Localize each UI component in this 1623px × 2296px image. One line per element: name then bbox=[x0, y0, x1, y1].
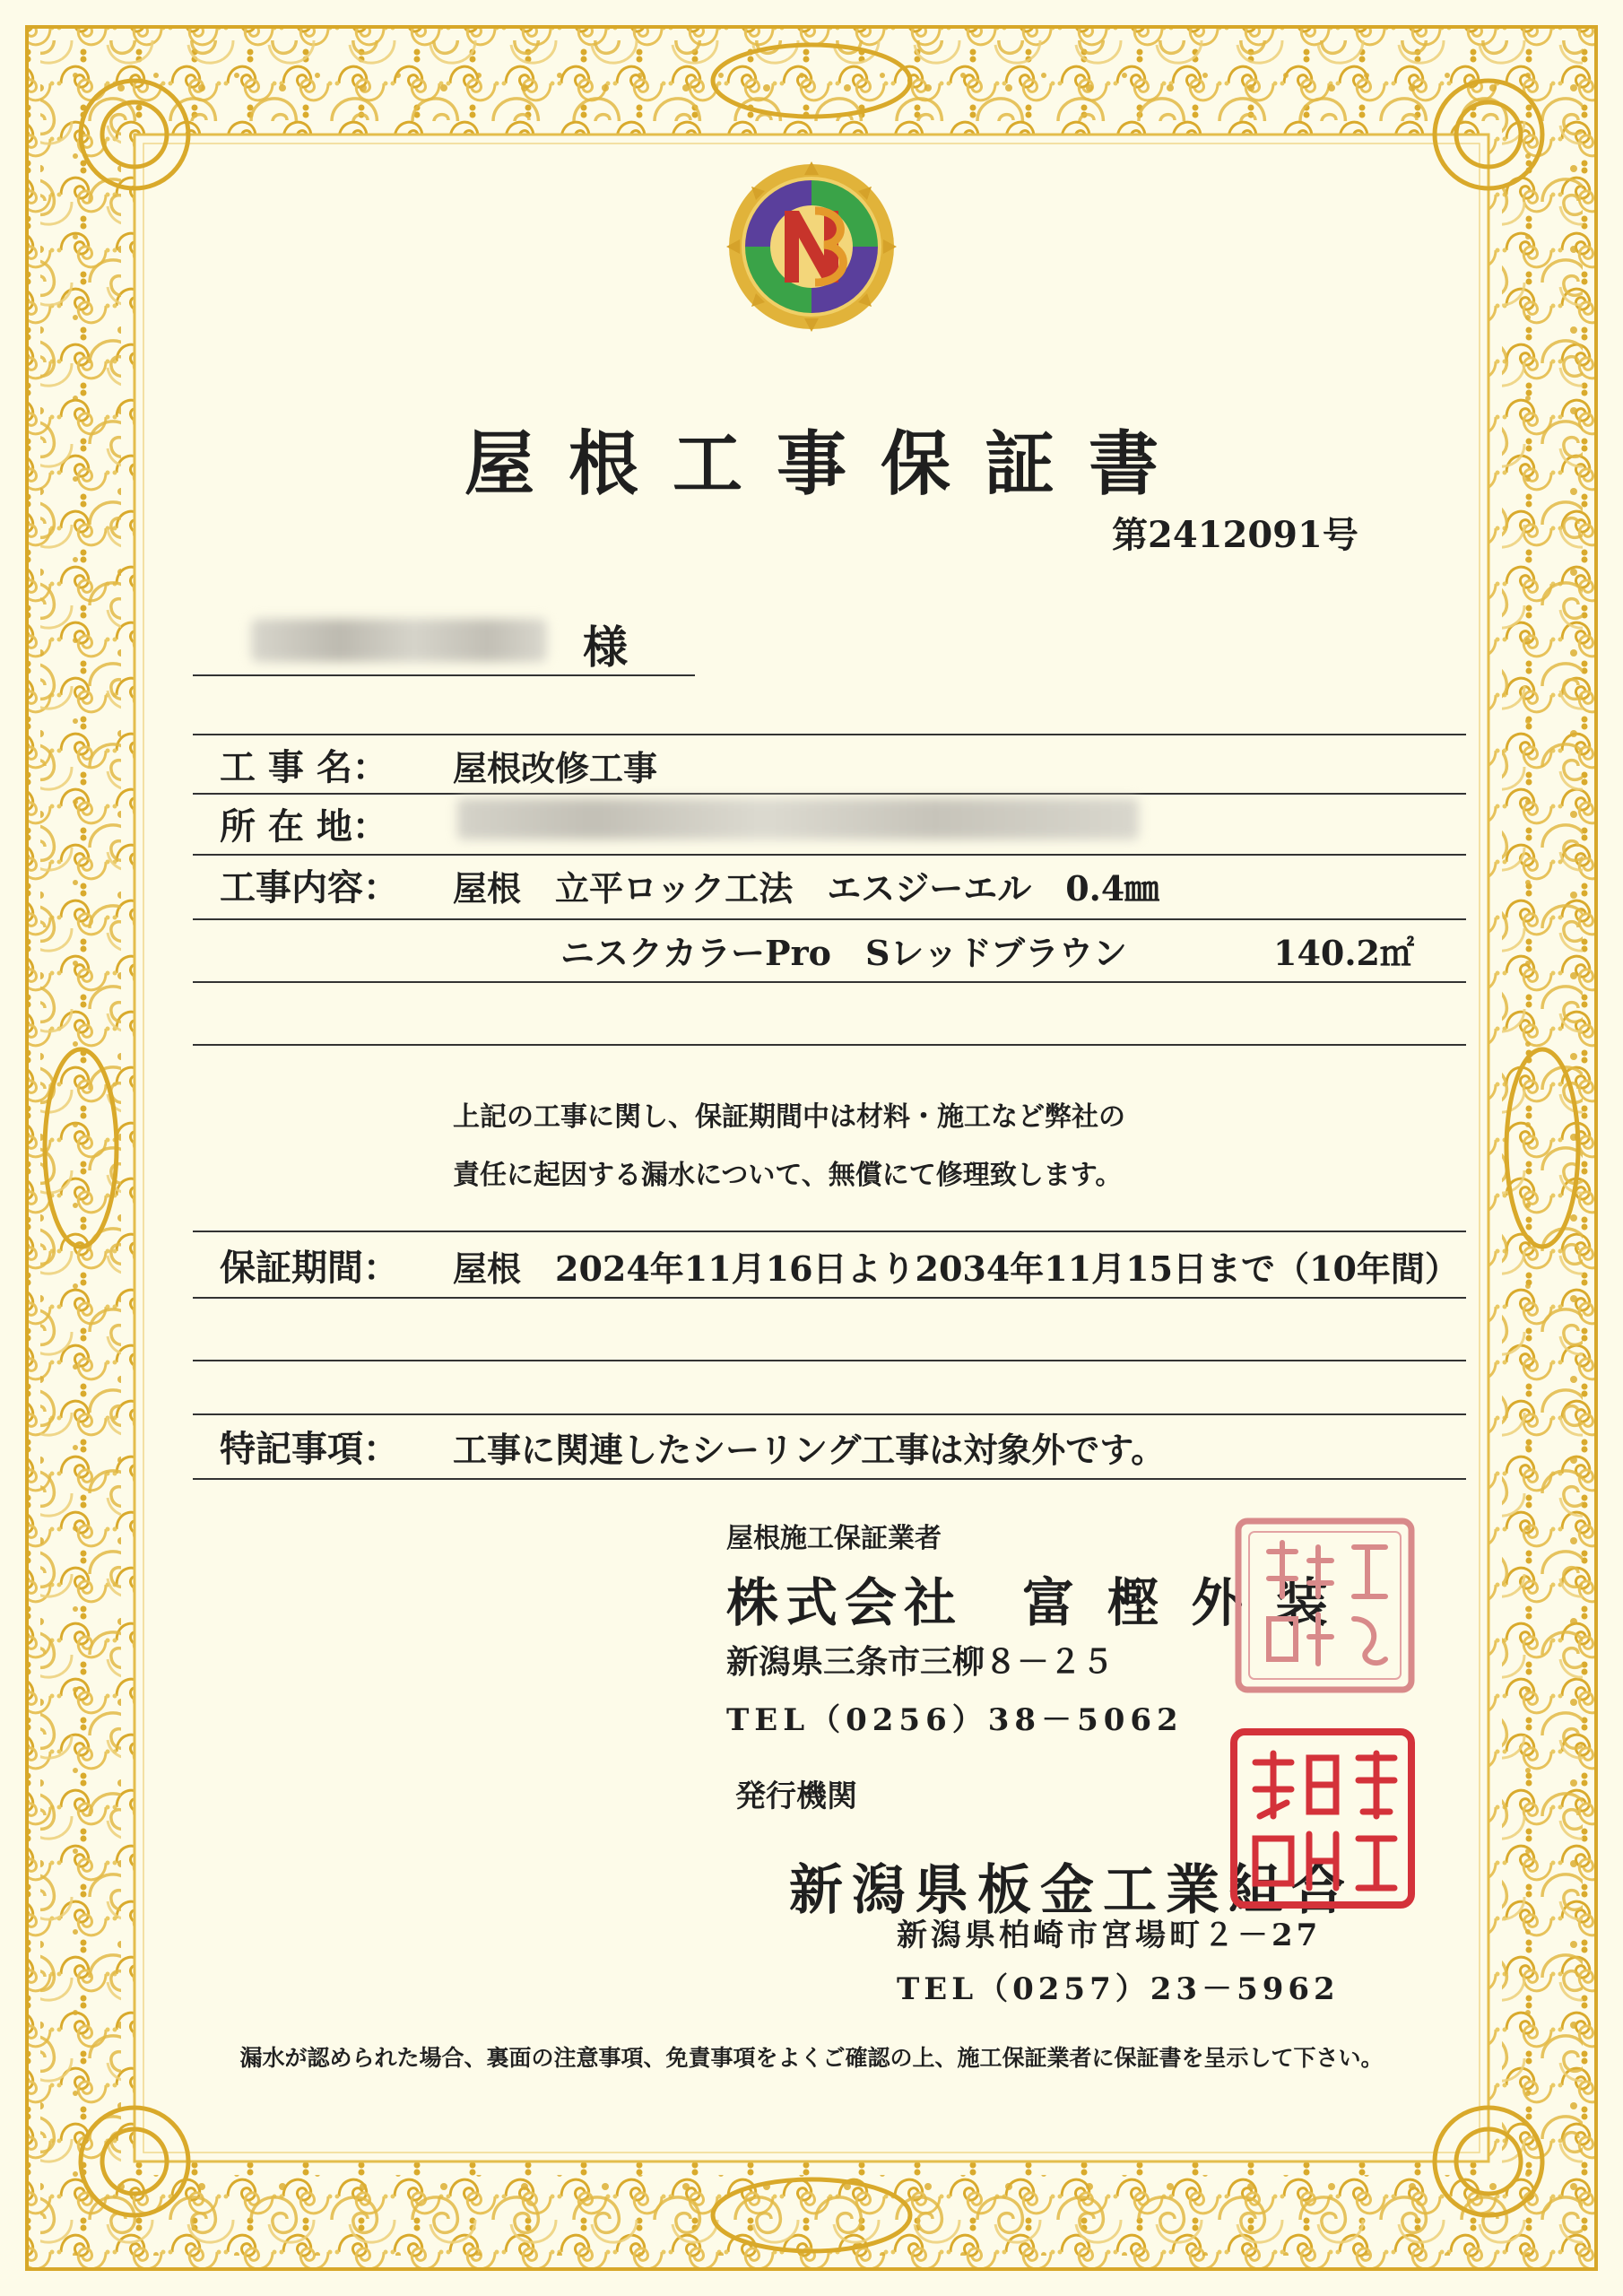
table-rule bbox=[193, 918, 1466, 920]
issuer-seal-icon bbox=[1228, 1726, 1417, 1910]
content-line-2-product: ニスクカラーPro Sレッドブラウン bbox=[560, 933, 1127, 973]
association-logo-icon bbox=[726, 161, 897, 332]
table-rule bbox=[193, 1360, 1466, 1361]
statement-line-2: 責任に起因する漏水について、無償にて修理致します。 bbox=[453, 1160, 1123, 1191]
certificate-number: 第2412091号 bbox=[1112, 514, 1358, 556]
warranty-value: 屋根 2024年11月16日より2034年11月15日まで（10年間） bbox=[453, 1248, 1459, 1289]
contractor-address: 新潟県三条市三柳８－２５ bbox=[726, 1643, 1115, 1681]
statement-line-1: 上記の工事に関し、保証期間中は材料・施工など弊社の bbox=[453, 1101, 1125, 1133]
issuer-name: 新潟県板金工業組合 bbox=[789, 1859, 1354, 1922]
table-rule bbox=[193, 793, 1466, 795]
warranty-label: 保証期間： bbox=[220, 1247, 399, 1289]
recipient-underline bbox=[193, 674, 695, 676]
table-top-rule bbox=[193, 734, 1466, 735]
table-rule bbox=[193, 1413, 1466, 1415]
table-rule bbox=[193, 981, 1466, 983]
content-label: 工事内容： bbox=[220, 866, 399, 909]
content-line-2-area: 140.2㎡ bbox=[1273, 933, 1414, 973]
project-name-label: 工 事 名： bbox=[220, 746, 388, 788]
recipient-honorific: 様 bbox=[583, 621, 628, 674]
contractor-role: 屋根施工保証業者 bbox=[726, 1523, 942, 1554]
table-rule bbox=[193, 1297, 1466, 1299]
footer-notice: 漏水が認められた場合、裏面の注意事項、免責事項をよくご確認の上、施工保証業者に保証書を呈示して下さい。 bbox=[239, 2045, 1384, 2071]
table-rule bbox=[193, 1044, 1466, 1046]
recipient-name-redacted bbox=[251, 619, 547, 662]
issuer-tel: TEL（0257）23－5962 bbox=[897, 1971, 1340, 2007]
contractor-seal-icon bbox=[1233, 1516, 1417, 1695]
project-name-value: 屋根改修工事 bbox=[453, 748, 658, 788]
contractor-name: 株式会社 富 樫 外 装 bbox=[726, 1572, 1335, 1633]
page-title: 屋根工事保証書 bbox=[464, 423, 1193, 505]
location-label: 所 在 地： bbox=[220, 805, 388, 848]
location-value-redacted bbox=[457, 798, 1139, 839]
contractor-tel: TEL（0256）38－5062 bbox=[726, 1702, 1184, 1738]
notes-label: 特記事項： bbox=[220, 1428, 399, 1470]
content-line-1: 屋根 立平ロック工法 エスジーエル 0.4㎜ bbox=[453, 868, 1159, 909]
table-rule bbox=[193, 1478, 1466, 1480]
table-rule bbox=[193, 1231, 1466, 1232]
notes-value: 工事に関連したシーリング工事は対象外です。 bbox=[453, 1430, 1166, 1470]
issuer-role: 発行機関 bbox=[735, 1779, 857, 1814]
table-rule bbox=[193, 854, 1466, 856]
issuer-address: 新潟県柏崎市宮場町２－27 bbox=[897, 1918, 1322, 1953]
